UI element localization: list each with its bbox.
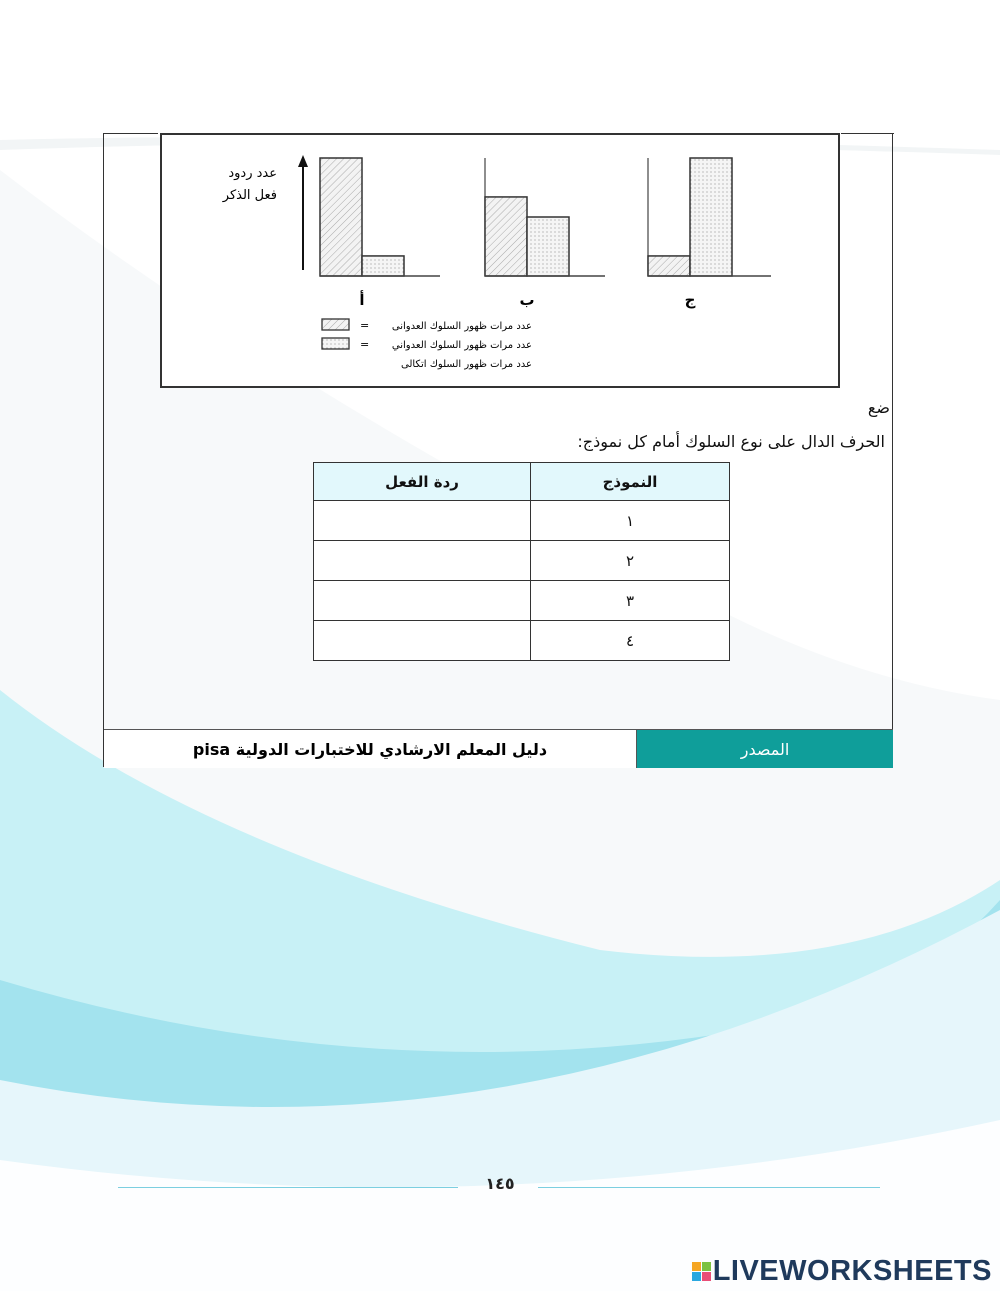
legend-label: عدد مرات ظهور السلوك العدوانى — [391, 321, 532, 332]
source-value: دليل المعلم الارشادي للاختبارات الدولية pisa — [104, 730, 637, 768]
category-label: ج — [684, 291, 696, 309]
bar-dotted — [362, 256, 404, 276]
answer-table — [313, 462, 730, 661]
frame-divider — [841, 133, 894, 134]
page-number: ١٤٥ — [485, 1174, 515, 1193]
bar-hatched — [320, 158, 362, 276]
page-number-rule — [118, 1187, 458, 1188]
model-cell: ١ — [531, 501, 730, 541]
bar-hatched — [648, 256, 690, 276]
reaction-answer-cell[interactable] — [314, 541, 531, 581]
arrow-head-icon — [298, 155, 308, 167]
source-label: المصدر — [637, 730, 893, 768]
legend-label: عدد مرات ظهور السلوك العدواني — [391, 340, 532, 351]
table-row — [314, 581, 730, 621]
legend-swatch — [322, 319, 349, 330]
y-axis-label: عدد ردود — [228, 166, 277, 181]
bar-hatched — [485, 197, 527, 276]
reaction-answer-cell[interactable] — [314, 581, 531, 621]
legend-equals: = — [360, 319, 370, 332]
header-model: النموذج — [531, 463, 730, 501]
table-row — [314, 541, 730, 581]
logo-icon — [692, 1262, 711, 1281]
bar-chart — [162, 135, 838, 386]
bar-dotted — [527, 217, 569, 276]
category-label: ب — [519, 291, 535, 309]
reaction-answer-cell[interactable] — [314, 621, 531, 661]
logo-text: LIVEWORKSHEETS — [712, 1255, 992, 1287]
header-reaction: ردة الفعل — [314, 463, 531, 501]
model-cell: ٤ — [531, 621, 730, 661]
instruction-text: الحرف الدال على نوع السلوك أمام كل نموذج: — [577, 432, 885, 451]
bar-dotted — [690, 158, 732, 276]
page-number-rule — [538, 1187, 880, 1188]
legend-label: عدد مرات ظهور السلوك اتكالى — [401, 359, 532, 370]
table-header-row — [314, 463, 730, 501]
model-cell: ٢ — [531, 541, 730, 581]
legend-swatch — [322, 338, 349, 349]
table-row — [314, 501, 730, 541]
liveworksheets-logo — [692, 1255, 992, 1288]
instruction-text: ضع — [867, 398, 890, 417]
reaction-answer-cell[interactable] — [314, 501, 531, 541]
source-footer — [104, 729, 893, 768]
model-cell: ٣ — [531, 581, 730, 621]
frame-divider — [103, 133, 158, 134]
legend-equals: = — [360, 338, 370, 351]
y-axis-label: فعل الذكر — [222, 188, 277, 203]
table-row — [314, 621, 730, 661]
category-label: أ — [359, 291, 365, 309]
behavior-bar-figure — [160, 133, 840, 388]
